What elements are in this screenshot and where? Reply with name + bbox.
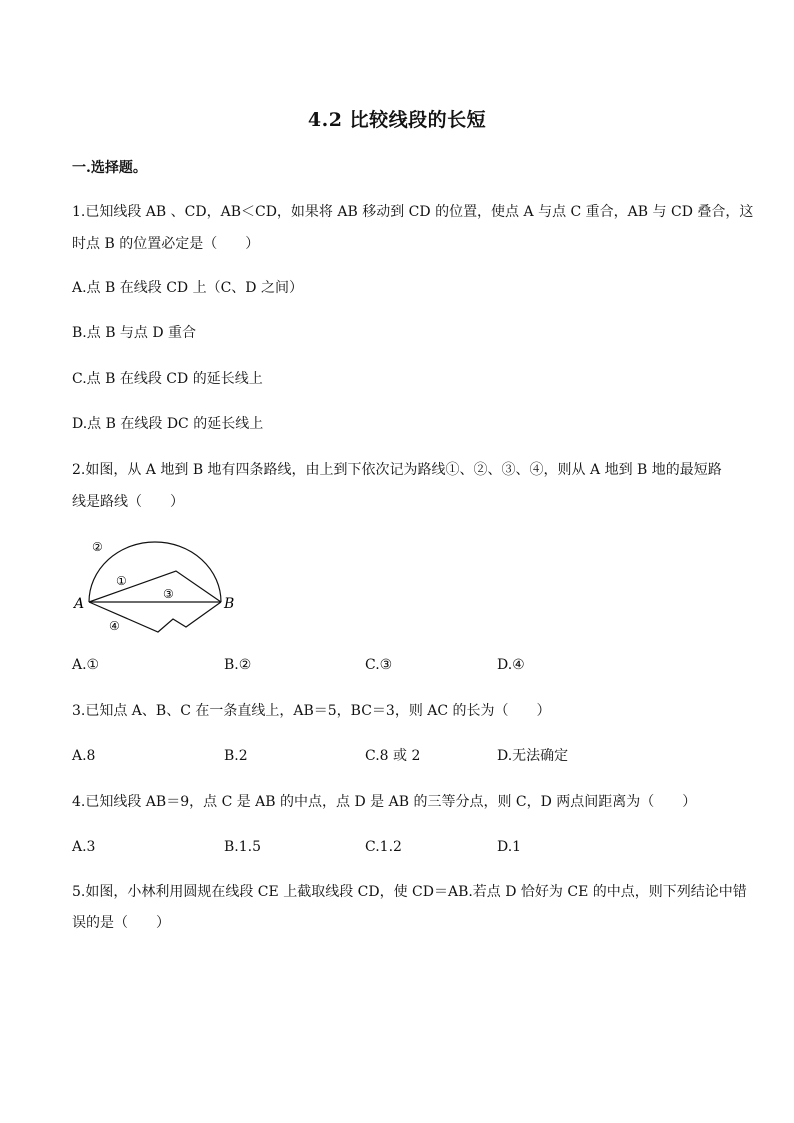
page-title: 4.2 比较线段的长短 [307,109,487,131]
q1-option-b: B.点 B 与点 D 重合 [72,325,197,341]
route-diagram [72,535,242,640]
route-2-label: ② [92,540,103,554]
q2-option-c: C.③ [365,657,393,673]
q2-stem-line2: 线是路线（ ） [72,494,184,510]
q3-option-d: D.无法确定 [497,748,569,764]
route-1-path [89,571,221,602]
q1-option-a: A.点 B 在线段 CD 上（C、D 之间） [72,280,303,296]
q2-option-b: B.② [224,657,252,673]
q1-option-d: D.点 B 在线段 DC 的延长线上 [72,416,264,432]
q1-stem-line1: 1.已知线段 AB 、CD，AB＜CD，如果将 AB 移动到 CD 的位置，使点 A 与点 C 重合，AB 与 CD 叠合，这 [72,204,754,220]
q5-stem-line2: 误的是（ ） [72,915,170,931]
q2-stem-line1: 2.如图，从 A 地到 B 地有四条路线，由上到下依次记为路线①、②、③、④，则从 A 地到 B 地的最短路 [72,462,722,478]
q2-option-d: D.④ [497,657,525,673]
q3-option-c: C.8 或 2 [365,748,421,764]
q4-option-c: C.1.2 [365,839,402,855]
q3-option-b: B.2 [224,748,248,764]
q4-option-b: B.1.5 [224,839,262,855]
point-b-label: B [224,596,235,612]
q4-stem: 4.已知线段 AB＝9，点 C 是 AB 的中点，点 D 是 AB 的三等分点，则 C，D 两点间距离为（ ） [72,794,697,810]
q1-option-c: C.点 B 在线段 CD 的延长线上 [72,371,263,387]
route-2-arc [89,542,221,602]
section-heading: 一.选择题。 [72,160,147,176]
q3-stem: 3.已知点 A、B、C 在一条直线上，AB＝5，BC＝3，则 AC 的长为（ ） [72,703,551,719]
q4-option-a: A.3 [72,839,96,855]
q2-option-a: A.① [72,657,100,673]
point-a-label: A [74,596,85,612]
route-figure [72,535,242,644]
q5-stem-line1: 5.如图，小林利用圆规在线段 CE 上截取线段 CD，使 CD＝AB.若点 D 恰好为 CE 的中点，则下列结论中错 [72,884,747,900]
route-1-label: ① [116,574,127,588]
q1-stem-line2: 时点 B 的位置必定是（ ） [72,236,260,252]
route-4-label: ④ [109,619,120,633]
q3-option-a: A.8 [72,748,96,764]
route-3-label: ③ [163,587,174,601]
q4-option-d: D.1 [497,839,522,855]
